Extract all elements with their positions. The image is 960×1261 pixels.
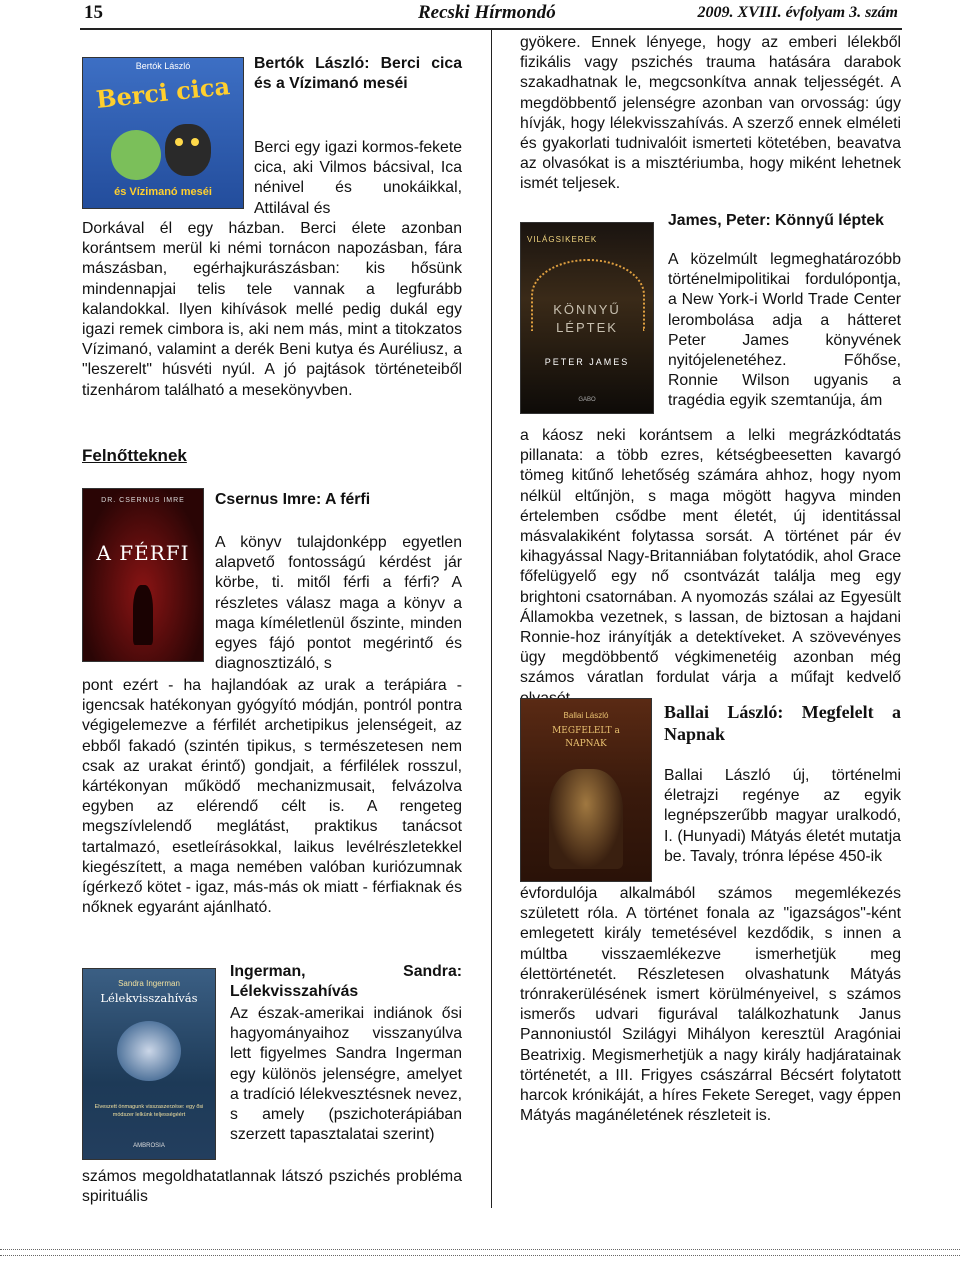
book-text-james-a: A közelmúlt legmeghatározóbb történelmipolitikai fordulópontja, a New York-i World Trade Center lerombolása adja a hátteret Peter James könyvének nyitójelenetéhez. Főhőse, Ronnie Wilson ugyanis a tragédia egyik szemtanúja, ám — [668, 251, 901, 410]
issue-info: 2009. XVIII. évfolyam 3. szám — [697, 4, 898, 21]
section-heading: Felnőtteknek — [82, 446, 187, 465]
cover-title: KÖNNYŰ LÉPTEK — [553, 302, 621, 335]
cover-title: A FÉRFI — [96, 541, 190, 565]
cover-subtitle: és Vízimanó meséi — [114, 186, 212, 198]
cover-glow — [117, 1021, 181, 1081]
cover-lelekvisszahivas — [82, 968, 216, 1160]
book-text-ingerman-b: számos megoldhatatlannak látszó pszichés probléma spirituális — [82, 1168, 462, 1206]
cover-series: VILÁGSIKEREK — [527, 235, 598, 244]
page-number: 15 — [84, 2, 103, 23]
book-title-ballai: Ballai László: Megfelelt a Napnak — [664, 702, 901, 744]
cover-illustration — [111, 124, 215, 180]
publication-name: Recski Hírmondó — [418, 2, 556, 23]
cover-title: Lélekvisszahívás — [100, 991, 198, 1005]
cover-title: MEGFELELT a NAPNAK — [552, 726, 620, 749]
cover-megfelelt-a-napnak — [520, 698, 652, 882]
book-title-james: James, Peter: Könnyű léptek — [668, 212, 884, 229]
page-header — [80, 2, 902, 30]
book-title-berci: Bertók László: Berci cica és a Vízimanó meséi — [254, 55, 462, 93]
cover-author: DR. CSERNUS IMRE — [101, 497, 185, 504]
cover-author: PETER JAMES — [544, 357, 630, 367]
cover-blurb: Elveszett önmagunk visszaszerzése: egy ősi módszer lelkünk teljességéért — [94, 1104, 204, 1118]
cover-figure — [133, 585, 153, 645]
cover-berci-cica — [82, 57, 244, 209]
book-text-ballai-a: Ballai László új, történelmi életrajzi regénye az egyik legnépszerűbb magyar uralkodó, I. (Hunyadi) Mátyás életét mutatja be. Tavaly, trónra lépése 450-ik — [664, 767, 901, 865]
footer-rule — [0, 1249, 960, 1256]
cover-publisher: GABO — [578, 397, 596, 403]
book-text-berci-b: Dorkával él egy házban. Berci élete azonban korántsem merül ki némi tornácon napozásban, fára mászásban, egérhajkurászásban: kis hősünk mindennapjai telis tele vannak a legfurább kalandokkal. Ilyen kihívások mellé pedig dukál egy igazi remek cimbora is, aki nem más, mint a titokzatos Vízimanó, valamint a derék Beni kutya és Auréliusz, a "leszerelt" húsvéti nyúl. A jó pajtások történeteiből tizenhárom található a mesekönyvben. — [82, 220, 462, 399]
cover-title: Berci cica — [94, 71, 232, 114]
cover-konnyu-leptek — [520, 222, 654, 414]
book-text-ballai-b: évfordulója alkalmából számos megemlékezés született róla. A történet fonala az "igazságos"-ként emlegetett király temetésével kezdődik, s innen a múltba visszaemlékezve ismerhetjük meg élettörténetét. Részletesen olvashatunk Mátyás trónrakerülésének ismert körülményeivel, s számos ismerős udvari figurával találkozhatunk Janus Pannoniustól Szilágyi Mihályon keresztül Aragóniai Beatrixig. Megismerhetjük a nagy király hadjáratainak történetét, a III. Frigyes császárral Bécsért folytatott harcok krónikáját, a híres Fekete Sereget, vagy éppen Mátyás magánéletének részleteit is. — [520, 885, 901, 1125]
book-text-berci-a: Berci egy igazi kormos-fekete cica, aki Vilmos bácsival, Ica nénivel és unokáikkal, Attilával és — [254, 139, 462, 217]
cover-author: Ballai László — [563, 711, 609, 720]
book-text-ingerman-a: Az észak-amerikai indiánok ősi hagyományaihoz visszanyúlva lett figyelmes Sandra Ingerman egy különös jelenségre, amelyet a tradíció lélekvesztésnek nevez, s amely (pszichoterápiában szerzett tapasztalatai szerint) — [230, 1005, 462, 1144]
cover-publisher: AMBROSIA — [133, 1143, 165, 1149]
cover-author: Bertók László — [135, 61, 191, 71]
continued-text: gyökere. Ennek lényege, hogy az emberi lélekből fizikális vagy pszichés trauma hatására darabok szakadhatnak le, megcsonkítva annak teljességét. A megdöbbentő jelenségre azonban van orvosság: úgy hívják, hogy lélekvisszahívás. A szerző ennek elméleti és gyakorlati tudnivalóit ismerteti kötetében, beavatva az olvasókat is a misztériumba, hogy miként lehetnek ismét teljesek. — [520, 34, 901, 193]
cover-a-ferfi — [82, 488, 204, 662]
cover-portrait — [549, 769, 623, 869]
book-title-ingerman: Ingerman, Sandra: Lélekvisszahívás — [230, 963, 462, 1001]
column-divider — [491, 30, 492, 1208]
book-title-csernus: Csernus Imre: A férfi — [215, 491, 371, 508]
cover-author: Sandra Ingerman — [118, 979, 180, 988]
book-text-james-b: a káosz neki korántsem a lelki megrázkódtatás pillanata: a több ezres, kétségbeesetten kavargó tömeg kitűnő lehetőség számára ahhoz, hogy nyom nélkül eltűnjön, s maga mögött hagyva minden értelemben csődbe ment életét, új identitással másvalakiként folytassa sorsát. A történet pár év kihagyással Nagy-Britanniában folytatódik, ahol Grace főfelügyelő egy nő csontvázát találja meg egy brightoni csatornában. A nyomozás szálai az Egyesült Államokba vezetnek, s lassan, de biztosan a hajdani Ronnie-hoz irányítják a detektívеket. A szövevényes ügy megdöbbentő végkimenetéig azonban még számos váratlan fordulat várja a műfajt kedvelő — [520, 427, 901, 687]
book-text-csernus-a: A könyv tulajdonképp egyetlen alapvető fontosságú kérdést jár körbe, ti. mitől férfi a férfi? A részletes válasz maga a könyv a maga kíméletlenül őszinte, minden egyes fájó pontot megérintő és diagnosztizáló, s — [215, 534, 462, 673]
book-text-csernus-b: pont ezért - ha hajlandóak az urak a terápiára - igencsak hatékonyan gyógyító módján, pontról pontra végigelemezve a férfilét archetipikus jelenségeit, az ebből fakadó (szintén tipikus, s természetesen nem csak az urakat érintő) gondjait, a férfilélek rosszul, kártékonyan működő mechanizmusait, felvázolva egyben az elérendő célt is. A rengeteg megszívlelendő meglátást, praktikus tanácsot tartalmazó, esetleírásokkal, laikus levélrészletekkel kiegészített, a maga nemében valóban kuriózumnak ígérkező kötet - igaz, más-más ok miatt - férfiaknak és nőknek egyaránt ajánlható. — [82, 677, 462, 917]
